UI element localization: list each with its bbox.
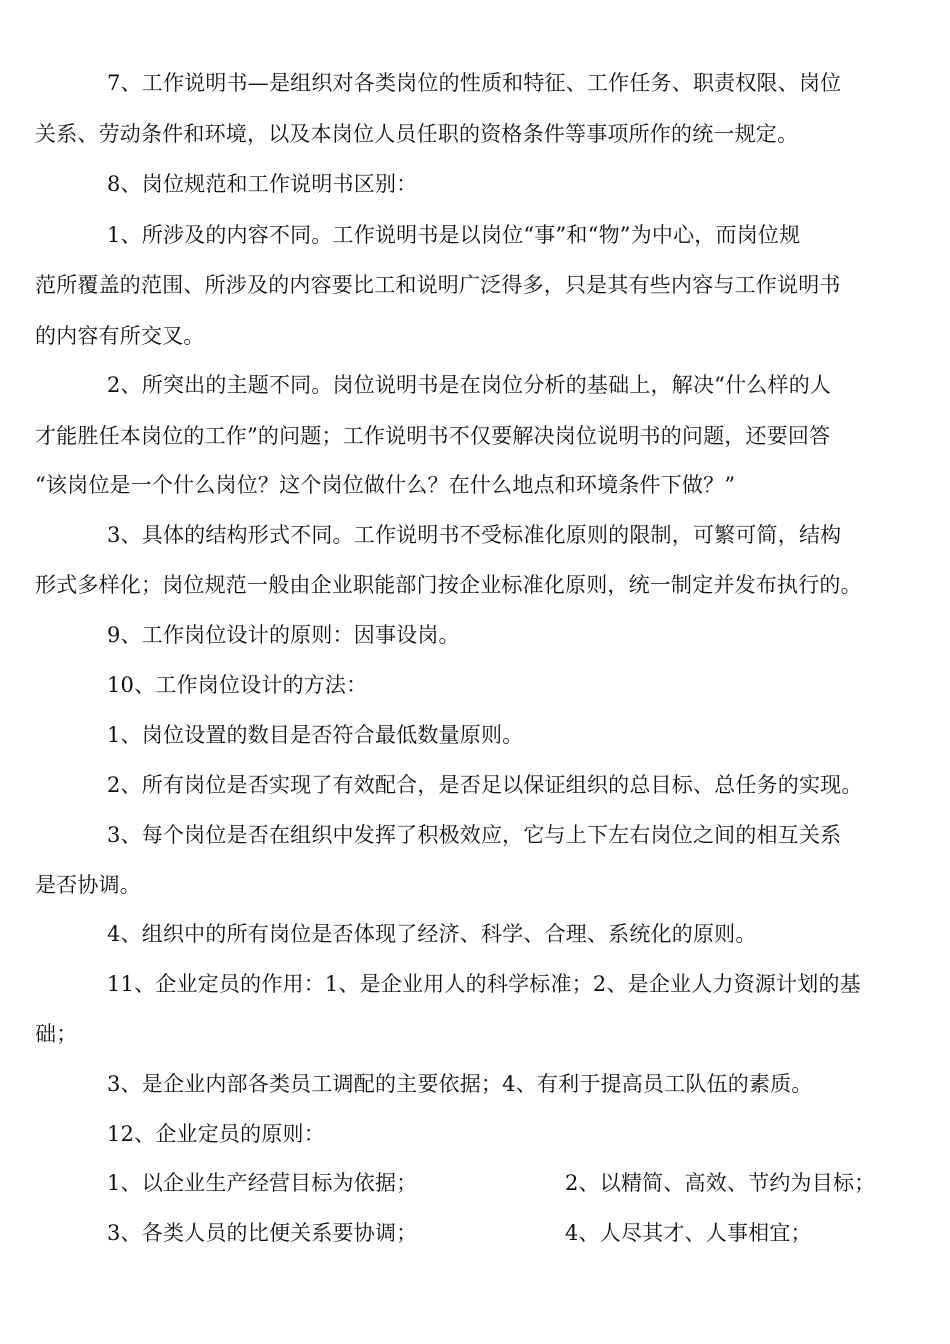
method-1: 1、岗位设置的数目是否符合最低数量原则。	[107, 723, 524, 747]
method-3-line-1: 3、每个岗位是否在组织中发挥了积极效应，它与上下左右岗位之间的相互关系	[107, 823, 842, 847]
principle-4: 4、人尽其才、人事相宜；	[565, 1221, 812, 1245]
method-3-line-2: 是否协调。	[35, 873, 141, 897]
heading-10: 10、工作岗位设计的方法：	[107, 673, 368, 697]
heading-9: 9、工作岗位设计的原则：因事设岗。	[107, 623, 460, 647]
para-7-line-2: 关系、劳动条件和环境，以及本岗位人员任职的资格条件等事项所作的统一规定。	[35, 122, 799, 146]
role-3-4: 3、是企业内部各类员工调配的主要依据；4、有利于提高员工队伍的素质。	[107, 1072, 813, 1096]
heading-11-line-2: 础；	[35, 1022, 78, 1046]
para-7-line-1: 7、工作说明书—是组织对各类岗位的性质和特征、工作任务、职责权限、岗位	[107, 71, 842, 95]
heading-8: 8、岗位规范和工作说明书区别：	[107, 172, 418, 196]
heading-11-line-1: 11、企业定员的作用：1、是企业用人的科学标准；2、是企业人力资源计划的基	[107, 972, 861, 996]
method-2: 2、所有岗位是否实现了有效配合，是否足以保证组织的总目标、总任务的实现。	[107, 773, 863, 797]
principle-3: 3、各类人员的比便关系要协调；	[107, 1221, 418, 1245]
method-4: 4、组织中的所有岗位是否体现了经济、科学、合理、系统化的原则。	[107, 922, 757, 946]
item-3-line-2: 形式多样化；岗位规范一般由企业职能部门按企业标准化原则，统一制定并发布执行的。	[35, 573, 862, 597]
item-3-line-1: 3、具体的结构形式不同。工作说明书不受标准化原则的限制，可繁可简，结构	[107, 523, 842, 547]
principle-1: 1、以企业生产经营目标为依据；	[107, 1171, 418, 1195]
item-2-line-3: “该岗位是一个什么岗位？这个岗位做什么？在什么地点和环境条件下做？”	[35, 473, 736, 497]
item-2-line-2: 才能胜任本岗位的工作”的问题；工作说明书不仅要解决岗位说明书的问题，还要回答	[35, 424, 831, 448]
item-1-line-2: 范所覆盖的范围、所涉及的内容要比工和说明广泛得多，只是其有些内容与工作说明书	[35, 273, 841, 297]
principle-2: 2、以精简、高效、节约为目标；	[565, 1171, 876, 1195]
item-2-line-1: 2、所突出的主题不同。岗位说明书是在岗位分析的基础上，解决“什么样的人	[107, 373, 832, 397]
item-1-line-1: 1、所涉及的内容不同。工作说明书是以岗位“事”和“物”为中心，而岗位规	[107, 223, 801, 247]
item-1-line-3: 的内容有所交叉。	[35, 324, 205, 348]
heading-12: 12、企业定员的原则：	[107, 1122, 325, 1146]
